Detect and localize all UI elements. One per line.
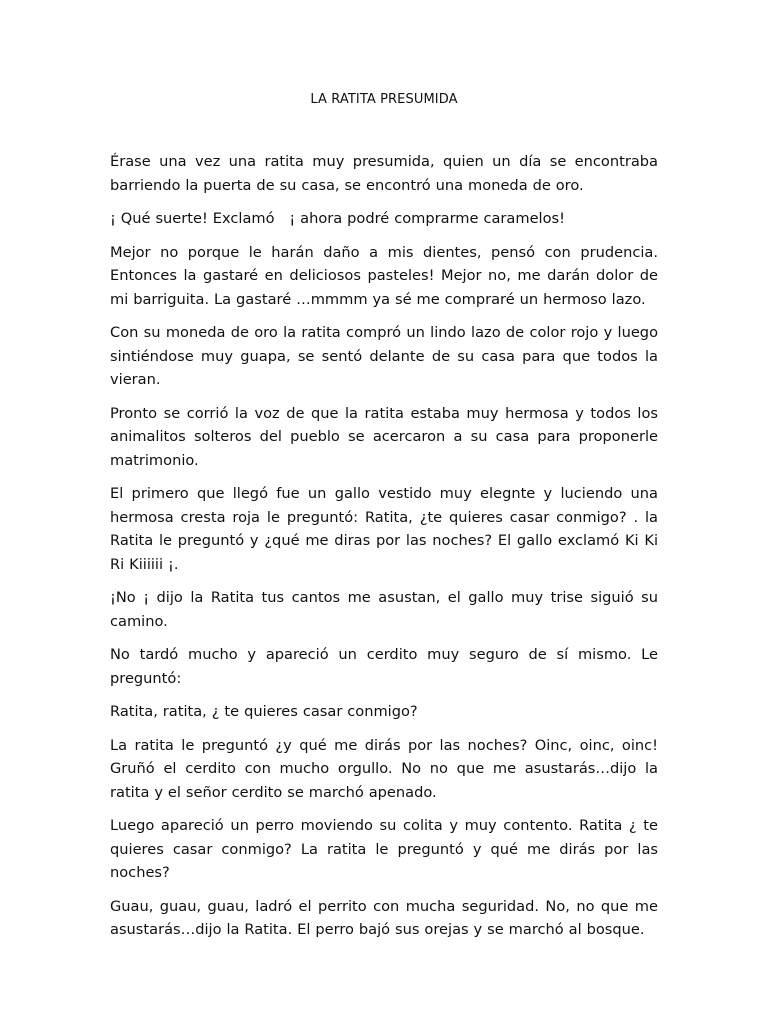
- paragraph: Con su moneda de oro la ratita compró un lindo lazo de color rojo y luego sintiéndose muy guapa, se sentó delante de su casa para que todos la vieran.: [110, 324, 658, 388]
- paragraph: El primero que llegó fue un gallo vestido muy elegnte y luciendo una hermosa cresta roja le preguntó: Ratita, ¿te quieres casar conmigo? . la Ratita le preguntó y ¿qué me diras por las noches? El gallo exclamó Ki Ki Ri Kiiiiii ¡.: [110, 485, 658, 573]
- paragraph: ¡ Qué suerte! Exclamó ¡ ahora podré comprarme caramelos!: [110, 210, 565, 227]
- paragraph: No tardó mucho y apareció un cerdito muy seguro de sí mismo. Le preguntó:: [110, 646, 658, 687]
- document-body: [110, 150, 658, 952]
- document-title: LA RATITA PRESUMIDA: [310, 92, 458, 107]
- paragraph: Guau, guau, guau, ladró el perrito con mucha seguridad. No, no que me asustarás…dijo la Ratita. El perro bajó sus orejas y se marchó al bosque.: [110, 897, 658, 938]
- paragraph: La ratita le preguntó ¿y qué me dirás por las noches? Oinc, oinc, oinc! Gruñó el cerdito con mucho orgullo. No no que me asustarás…dijo la ratita y el señor cerdito se marchó apenado.: [110, 736, 658, 801]
- paragraph: Ratita, ratita, ¿ te quieres casar conmigo?: [110, 703, 418, 720]
- paragraph: Mejor no porque le harán daño a mis dientes, pensó con prudencia. Entonces la gastaré en deliciosos pasteles! Mejor no, me darán dolor de mi barriguita. La gastaré …mmmm ya sé me compraré un hermoso lazo.: [110, 243, 658, 308]
- paragraph: Luego apareció un perro moviendo su colita y muy contento. Ratita ¿ te quieres casar conmigo? La ratita le preguntó y qué me dirás por las noches?: [110, 817, 658, 881]
- paragraph: Pronto se corrió la voz de que la ratita estaba muy hermosa y todos los animalitos solteros del pueblo se acercaron a su casa para proponerle matrimonio.: [110, 404, 658, 469]
- paragraph: Érase una vez una ratita muy presumida, quien un día se encontraba barriendo la puerta de su casa, se encontró una moneda de oro.: [110, 153, 658, 194]
- paragraph: ¡No ¡ dijo la Ratita tus cantos me asustan, el gallo muy trise siguió su camino.: [110, 589, 658, 630]
